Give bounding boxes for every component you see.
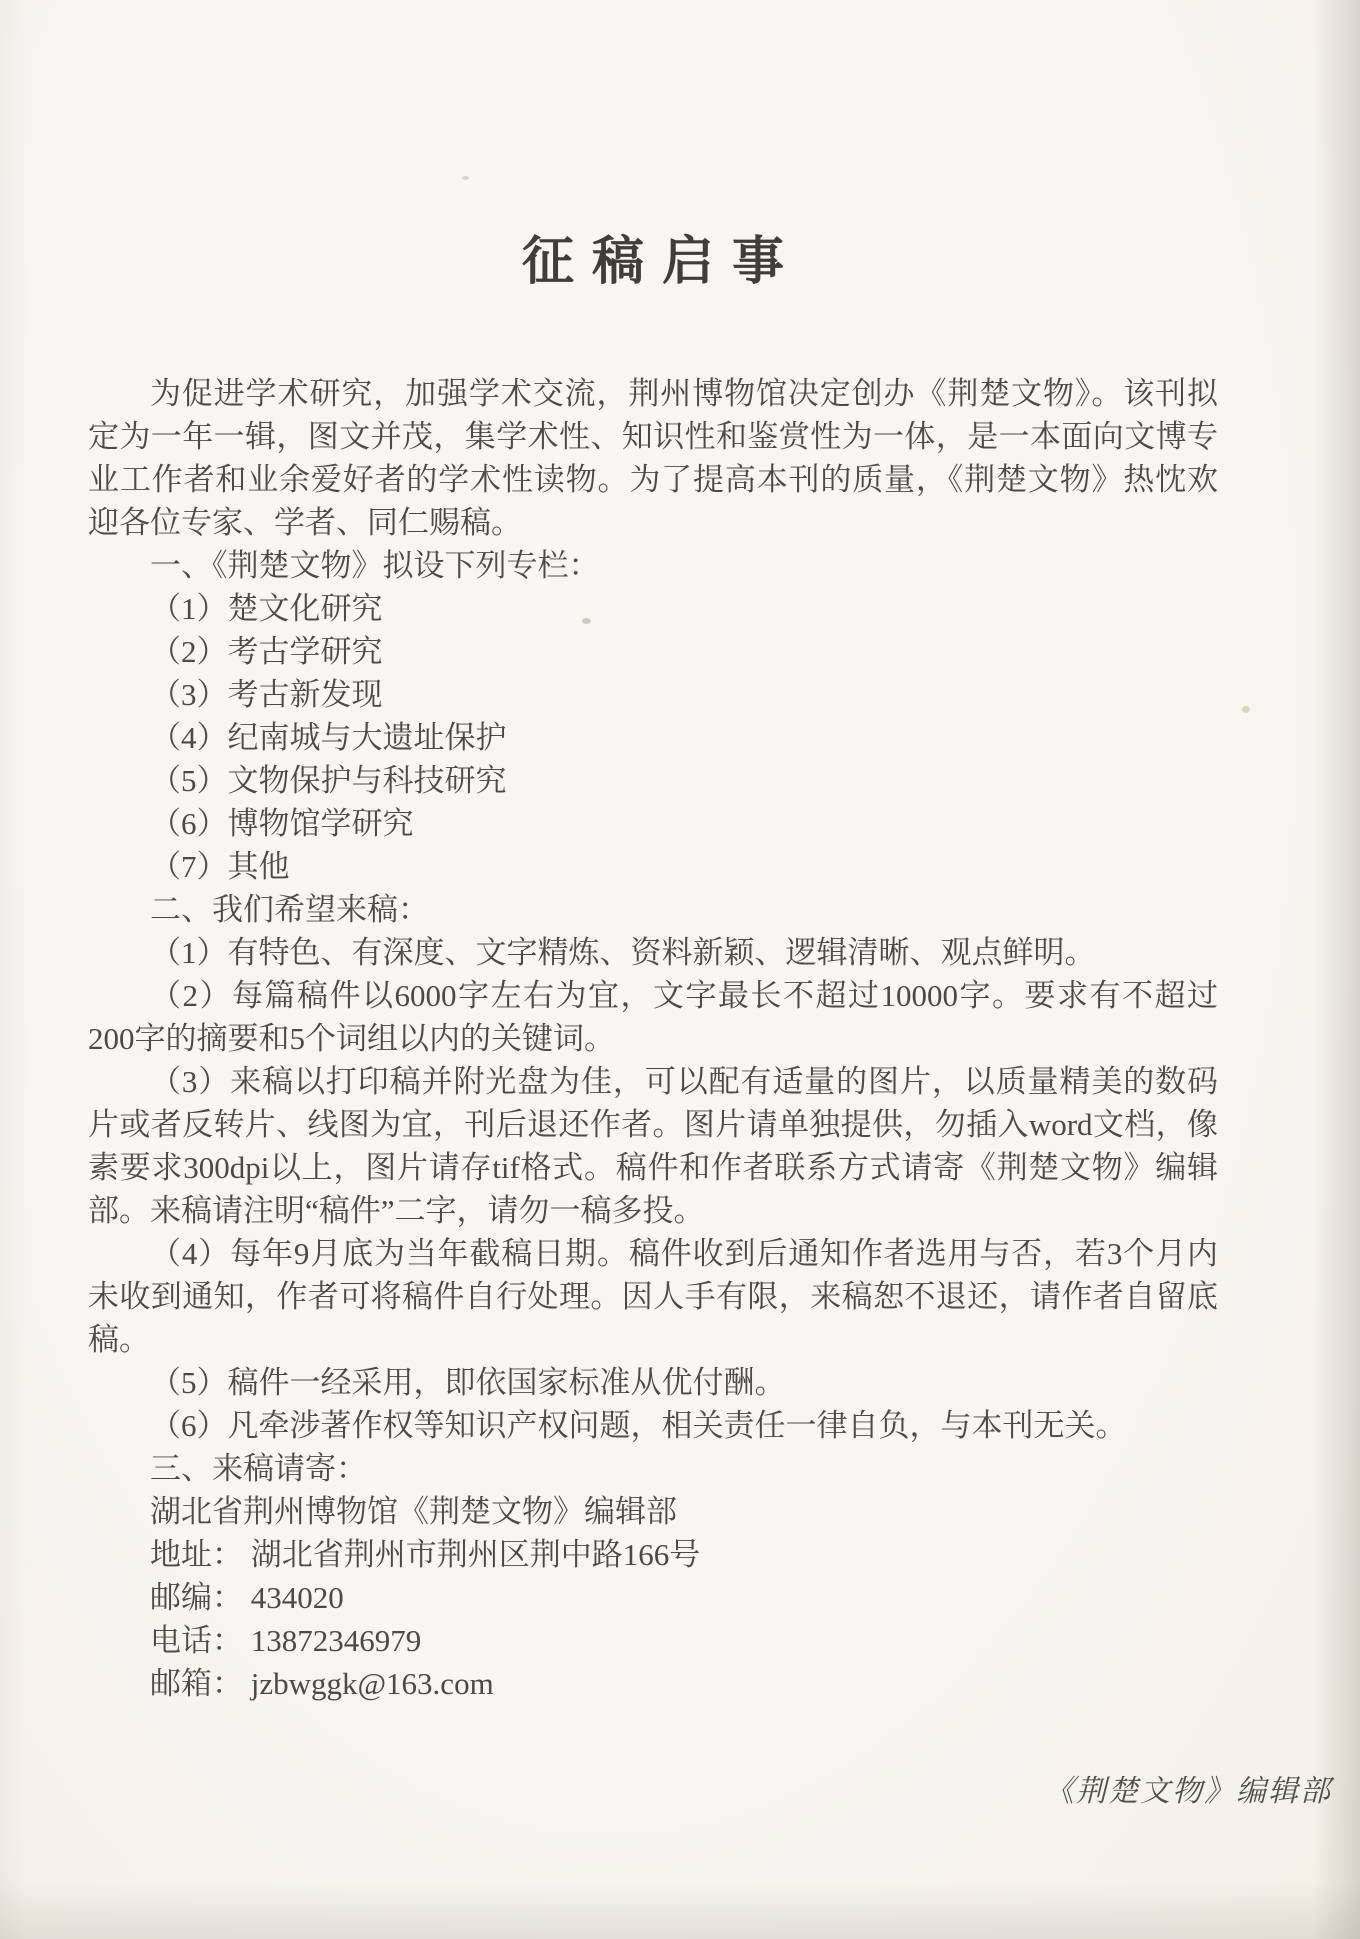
scan-speck bbox=[1242, 706, 1250, 713]
contact-line-phone: 电话： 13872346979 bbox=[150, 1623, 422, 1658]
column-item-2: （2）考古学研究 bbox=[150, 634, 383, 669]
guideline-item-4: （4）每年9月底为当年截稿日期。稿件收到后通知作者选用与否，若3个月内未收到通知，作者可将稿件自行处理。因人手有限，来稿恕不退还，请作者自留底稿。 bbox=[88, 1236, 1218, 1357]
contact-line-zipcode: 邮编： 434020 bbox=[150, 1580, 344, 1615]
guideline-item-1: （1）有特色、有深度、文字精炼、资料新颖、逻辑清晰、观点鲜明。 bbox=[150, 935, 1096, 970]
page-content bbox=[88, 0, 1218, 1705]
intro-paragraph: 为促进学术研究，加强学术交流，荆州博物馆决定创办《荆楚文物》。该刊拟定为一年一辑，图文并茂，集学术性、知识性和鉴赏性为一体，是一本面向文博专业工作者和业余爱好者的学术性读物。为了提高本刊的质量，《荆楚文物》热忱欢迎各位专家、学者、同仁赐稿。 bbox=[88, 376, 1218, 540]
contact-line-email: 邮箱： jzbwggk@163.com bbox=[150, 1666, 494, 1701]
column-item-5: （5）文物保护与科技研究 bbox=[150, 763, 507, 798]
section-2-heading: 二、我们希望来稿： bbox=[150, 892, 429, 927]
contact-line-address: 地址： 湖北省荆州市荆州区荆中路166号 bbox=[150, 1537, 701, 1572]
column-item-3: （3）考古新发现 bbox=[150, 677, 383, 712]
section-1-heading: 一、《荆楚文物》拟设下列专栏： bbox=[150, 548, 600, 583]
guideline-item-2: （2）每篇稿件以6000字左右为宜，文字最长不超过10000字。要求有不超过200字的摘要和5个词组以内的关键词。 bbox=[88, 978, 1218, 1056]
page-title: 征稿启事 bbox=[521, 234, 802, 291]
column-item-1: （1）楚文化研究 bbox=[150, 591, 383, 626]
guideline-item-6: （6）凡牵涉著作权等知识产权问题，相关责任一律自负，与本刊无关。 bbox=[150, 1408, 1127, 1443]
column-item-6: （6）博物馆学研究 bbox=[150, 806, 414, 841]
section-3-heading: 三、来稿请寄： bbox=[150, 1451, 367, 1486]
guideline-item-3: （3）来稿以打印稿并附光盘为佳，可以配有适量的图片，以质量精美的数码片或者反转片、线图为宜，刊后退还作者。图片请单独提供，勿插入word文档，像素要求300dpi以上，图片请存tif格式。稿件和作者联系方式请寄《荆楚文物》编辑部。来稿请注明“稿件”二字，请勿一稿多投。 bbox=[88, 1064, 1218, 1228]
document-body bbox=[88, 372, 1218, 1705]
column-item-7: （7）其他 bbox=[150, 849, 290, 884]
column-item-4: （4）纪南城与大遗址保护 bbox=[150, 720, 507, 755]
contact-line-department: 湖北省荆州博物馆《荆楚文物》编辑部 bbox=[150, 1494, 677, 1529]
signature: 《荆楚文物》编辑部 bbox=[1044, 1775, 1332, 1808]
guideline-item-5: （5）稿件一经采用，即依国家标准从优付酬。 bbox=[150, 1365, 786, 1400]
